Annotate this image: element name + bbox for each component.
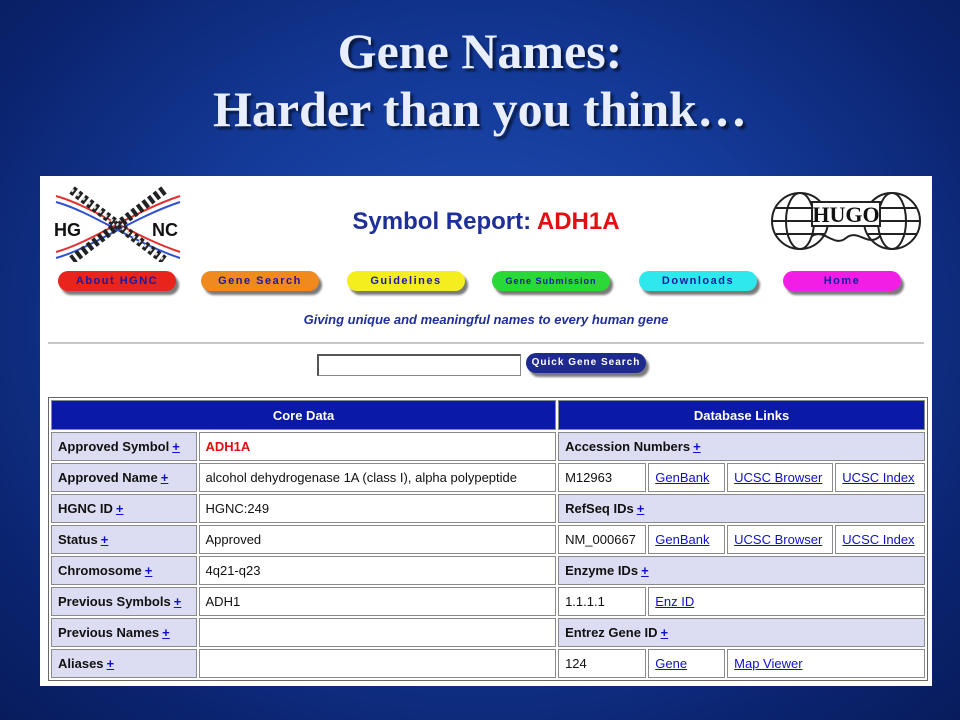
previous-symbols-label: Previous Symbols +	[51, 587, 197, 616]
genbank-link-refseq[interactable]: GenBank	[655, 532, 710, 547]
table-row	[51, 556, 925, 585]
hugo-logo[interactable]	[768, 188, 924, 258]
refseq-ids-label: RefSeq IDs +	[558, 494, 925, 523]
status-value: Approved	[199, 525, 557, 554]
ucsc-browser-link-accession[interactable]: UCSC Browser	[734, 470, 823, 485]
enzyme-id-value: 1.1.1.1	[558, 587, 646, 616]
refseq-id-value: NM_000667	[558, 525, 646, 554]
entrez-gene-id-value: 124	[558, 649, 646, 678]
entrez-gene-id-label: Entrez Gene ID +	[558, 618, 925, 647]
approved-symbol-help-link[interactable]: +	[172, 439, 180, 454]
ucsc-index-link-refseq[interactable]: UCSC Index	[842, 532, 915, 547]
accession-numbers-help-link[interactable]: +	[693, 439, 701, 454]
slide-title-line-1: Gene Names:	[337, 23, 623, 79]
nav-button-gene-search[interactable]: Gene Search	[201, 271, 319, 291]
aliases-help-link[interactable]: +	[106, 656, 115, 671]
accession-numbers-label: Accession Numbers +	[558, 432, 925, 461]
chromosome-value: 4q21-q23	[199, 556, 557, 585]
approved-name-label: Approved Name +	[51, 463, 197, 492]
divider	[48, 342, 924, 344]
genbank-link-accession[interactable]: GenBank	[655, 470, 710, 485]
map-viewer-link[interactable]: Map Viewer	[734, 656, 803, 671]
nav-button-downloads[interactable]: Downloads	[639, 271, 757, 291]
status-help-link[interactable]: +	[100, 532, 109, 547]
logo-text-hg: HG	[54, 220, 81, 240]
nav-button-about-hgnc[interactable]: About HGNC	[58, 271, 176, 291]
chromosome-help-link[interactable]: +	[144, 563, 153, 578]
ucsc-index-link-accession[interactable]: UCSC Index	[842, 470, 915, 485]
core-data-header: Core Data	[51, 400, 556, 430]
table-row	[51, 649, 925, 678]
approved-name-help-link[interactable]: +	[160, 470, 169, 485]
status-label: Status +	[51, 525, 197, 554]
previous-symbols-value: ADH1	[199, 587, 557, 616]
approved-symbol-value: ADH1A	[199, 432, 557, 461]
previous-names-value	[199, 618, 557, 647]
logo-text-nc: NC	[152, 220, 178, 240]
logo-text-hugo: HUGO	[812, 202, 880, 227]
accession-number-value: M12963	[558, 463, 646, 492]
ucsc-browser-link-refseq[interactable]: UCSC Browser	[734, 532, 823, 547]
aliases-label: Aliases +	[51, 649, 197, 678]
nav-button-guidelines[interactable]: Guidelines	[347, 271, 465, 291]
enz-id-link[interactable]: Enz ID	[655, 594, 695, 609]
table-row	[51, 432, 925, 461]
chromosome-label: Chromosome +	[51, 556, 197, 585]
enzyme-ids-help-link[interactable]: +	[641, 563, 649, 578]
entrez-gene-id-help-link[interactable]: +	[660, 625, 669, 640]
hgnc-page-screenshot	[40, 176, 932, 686]
quick-gene-search-button[interactable]: Quick Gene Search	[526, 353, 646, 373]
previous-names-help-link[interactable]: +	[162, 625, 170, 640]
table-row	[51, 463, 925, 492]
nav-button-home[interactable]: Home	[783, 271, 901, 291]
gene-link[interactable]: Gene	[655, 656, 688, 671]
previous-names-label: Previous Names +	[51, 618, 197, 647]
hgnc-id-label: HGNC ID +	[51, 494, 197, 523]
tagline: Giving unique and meaningful names to every human gene	[303, 312, 669, 327]
quick-gene-search-input[interactable]	[317, 354, 521, 376]
table-row	[51, 494, 925, 523]
aliases-value	[199, 649, 557, 678]
symbol-report-table	[48, 397, 928, 681]
table-row	[51, 618, 925, 647]
refseq-ids-help-link[interactable]: +	[636, 501, 645, 516]
report-title-prefix: Symbol Report:	[352, 208, 532, 235]
nav-bar	[40, 268, 932, 298]
previous-symbols-help-link[interactable]: +	[173, 594, 182, 609]
hgnc-id-help-link[interactable]: +	[115, 501, 124, 516]
report-title-symbol: ADH1A	[536, 208, 620, 235]
nav-button-gene-submission[interactable]: Gene Submission	[492, 271, 610, 291]
table-row	[51, 525, 925, 554]
slide-title-line-2: Harder than you think…	[213, 81, 747, 137]
slide-title	[0, 22, 960, 138]
hgnc-id-value: HGNC:249	[199, 494, 557, 523]
approved-symbol-label: Approved Symbol +	[51, 432, 197, 461]
table-row	[51, 587, 925, 616]
approved-name-value: alcohol dehydrogenase 1A (class I), alpha polypeptide	[199, 463, 557, 492]
enzyme-ids-label: Enzyme IDs +	[558, 556, 925, 585]
database-links-header: Database Links	[558, 400, 925, 430]
